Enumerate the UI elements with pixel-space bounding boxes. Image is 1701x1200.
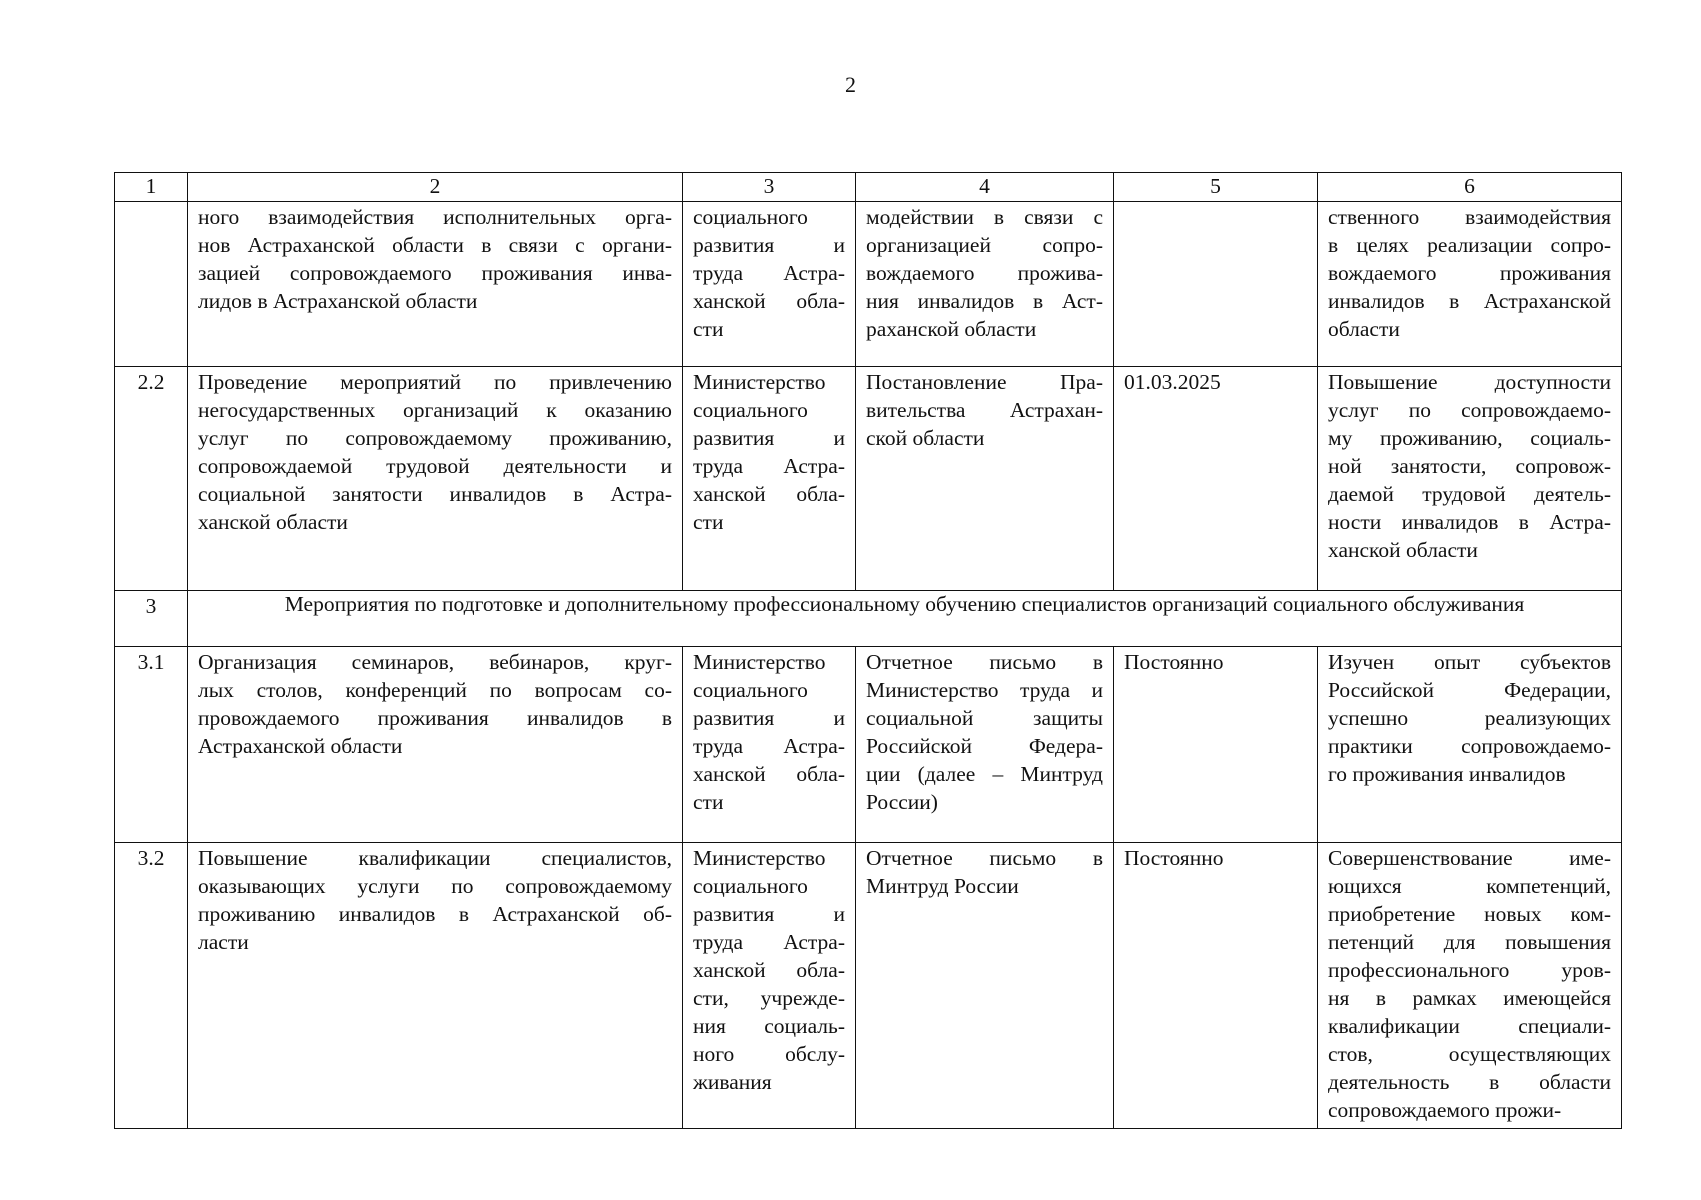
- cell-line: лидов в Астраханской области: [198, 289, 478, 313]
- cell-line: вительства Астрахан-: [866, 398, 1103, 422]
- cell-line: вождаемого проживания: [1328, 261, 1611, 285]
- cell-line: провождаемого проживания инвалидов в: [198, 706, 672, 730]
- cell-line: сти: [693, 510, 724, 534]
- cell-line: раханской области: [866, 317, 1037, 341]
- cell-line: Российской Федерации,: [1328, 678, 1611, 702]
- cell-line: успешно реализующих: [1328, 706, 1611, 730]
- table-header-row: [115, 173, 1622, 202]
- cell-line: ной занятости, сопровож-: [1328, 454, 1611, 478]
- measure-cell: [188, 202, 683, 367]
- cell-line: ного обслу-: [693, 1042, 845, 1066]
- cell-line: социального: [693, 678, 808, 702]
- measure-cell: [188, 843, 683, 1129]
- cell-line: стов, осуществляющих: [1328, 1042, 1611, 1066]
- cell-line: сопровождаемой трудовой деятельности и: [198, 454, 672, 478]
- deadline-cell: [1114, 202, 1318, 367]
- cell-line: Изучен опыт субъектов: [1328, 650, 1611, 674]
- cell-line: профессионального уров-: [1328, 958, 1611, 982]
- cell-line: ности инвалидов в Астра-: [1328, 510, 1611, 534]
- deadline-cell: Постоянно: [1114, 843, 1318, 1129]
- row-number: 3.1: [115, 647, 188, 843]
- cell-line: труда Астра-: [693, 261, 845, 285]
- cell-line: Отчетное письмо в: [866, 846, 1103, 870]
- document-cell: [856, 367, 1114, 591]
- cell-line: Астраханской области: [198, 734, 403, 758]
- cell-line: услуг по сопровождаемо-: [1328, 398, 1611, 422]
- cell-line: ханской обла-: [693, 289, 845, 313]
- cell-line: ханской обла-: [693, 762, 845, 786]
- cell-line: социального: [693, 205, 808, 229]
- cell-line: социальной занятости инвалидов в Астра-: [198, 482, 672, 506]
- cell-line: Министерство труда и: [866, 678, 1103, 702]
- measure-cell: [188, 367, 683, 591]
- column-number-1: 1: [115, 173, 188, 202]
- cell-line: труда Астра-: [693, 734, 845, 758]
- cell-line: Организация семинаров, вебинаров, круг-: [198, 650, 672, 674]
- cell-line: Проведение мероприятий по привлечению: [198, 370, 672, 394]
- cell-line: развития и: [693, 902, 845, 926]
- cell-line: ции (далее – Минтруд: [866, 762, 1103, 786]
- executor-cell: [683, 202, 856, 367]
- table-row: [115, 367, 1622, 591]
- table-row: [115, 843, 1622, 1129]
- cell-line: труда Астра-: [693, 454, 845, 478]
- cell-line: вождаемого прожива-: [866, 261, 1103, 285]
- page-number: 2: [845, 72, 856, 97]
- cell-line: квалификации специали-: [1328, 1014, 1611, 1038]
- cell-line: социального: [693, 398, 808, 422]
- cell-line: в целях реализации сопро-: [1328, 233, 1611, 257]
- cell-line: сти, учрежде-: [693, 986, 845, 1010]
- row-number: [115, 202, 188, 367]
- cell-line: ния инвалидов в Аст-: [866, 289, 1103, 313]
- cell-line: сопровождаемого прожи-: [1328, 1098, 1562, 1122]
- cell-line: социального: [693, 874, 808, 898]
- cell-line: ющихся компетенций,: [1328, 874, 1611, 898]
- cell-line: ственного взаимодействия: [1328, 205, 1611, 229]
- cell-line: практики сопровождаемо-: [1328, 734, 1611, 758]
- cell-line: ханской обла-: [693, 958, 845, 982]
- cell-line: приобретение новых ком-: [1328, 902, 1611, 926]
- cell-line: деятельность в области: [1328, 1070, 1611, 1094]
- executor-cell: [683, 843, 856, 1129]
- cell-line: Российской Федера-: [866, 734, 1103, 758]
- cell-line: ного взаимодействия исполнительных орга-: [198, 205, 672, 229]
- cell-line: му проживанию, социаль-: [1328, 426, 1611, 450]
- deadline-cell: 01.03.2025: [1114, 367, 1318, 591]
- section-title: Мероприятия по подготовке и дополнительному профессиональному обучению специалистов организаций социального обслуживания: [188, 591, 1622, 647]
- column-number-5: 5: [1114, 173, 1318, 202]
- cell-line: России): [866, 790, 938, 814]
- cell-line: Минтруд России: [866, 874, 1019, 898]
- result-cell: [1318, 843, 1622, 1129]
- cell-line: развития и: [693, 706, 845, 730]
- cell-line: живания: [693, 1070, 772, 1094]
- cell-line: го проживания инвалидов: [1328, 762, 1566, 786]
- cell-line: услуг по сопровождаемому проживанию,: [198, 426, 672, 450]
- result-cell: [1318, 202, 1622, 367]
- column-number-4: 4: [856, 173, 1114, 202]
- row-number: 3.2: [115, 843, 188, 1129]
- document-cell: [856, 843, 1114, 1129]
- cell-line: оказывающих услуги по сопровождаемому: [198, 874, 672, 898]
- cell-line: проживанию инвалидов в Астраханской об-: [198, 902, 672, 926]
- table-row: [115, 202, 1622, 367]
- document-cell: [856, 647, 1114, 843]
- result-cell: [1318, 367, 1622, 591]
- cell-line: Отчетное письмо в: [866, 650, 1103, 674]
- cell-line: развития и: [693, 233, 845, 257]
- cell-line: Совершенствование име-: [1328, 846, 1611, 870]
- column-number-2: 2: [188, 173, 683, 202]
- section-number: 3: [115, 591, 188, 647]
- cell-line: социальной защиты: [866, 706, 1103, 730]
- cell-line: Постановление Пра-: [866, 370, 1103, 394]
- cell-line: ской области: [866, 426, 985, 450]
- cell-line: области: [1328, 317, 1400, 341]
- measures-table: [114, 172, 1622, 1129]
- table-row: [115, 647, 1622, 843]
- cell-line: модействии в связи с: [866, 205, 1103, 229]
- cell-line: Министерство: [693, 846, 826, 870]
- cell-line: Повышение квалификации специалистов,: [198, 846, 672, 870]
- cell-line: зацией сопровождаемого проживания инва-: [198, 261, 672, 285]
- column-number-3: 3: [683, 173, 856, 202]
- cell-line: ханской области: [198, 510, 348, 534]
- executor-cell: [683, 367, 856, 591]
- cell-line: развития и: [693, 426, 845, 450]
- cell-line: сти: [693, 790, 724, 814]
- cell-line: нов Астраханской области в связи с органи-: [198, 233, 672, 257]
- column-number-6: 6: [1318, 173, 1622, 202]
- cell-line: ханской области: [1328, 538, 1478, 562]
- executor-cell: [683, 647, 856, 843]
- section-row: [115, 591, 1622, 647]
- cell-line: ласти: [198, 930, 249, 954]
- row-number: 2.2: [115, 367, 188, 591]
- cell-line: ния социаль-: [693, 1014, 845, 1038]
- document-cell: [856, 202, 1114, 367]
- cell-line: Повышение доступности: [1328, 370, 1611, 394]
- deadline-cell: Постоянно: [1114, 647, 1318, 843]
- measure-cell: [188, 647, 683, 843]
- cell-line: негосударственных организаций к оказанию: [198, 398, 672, 422]
- cell-line: организацией сопро-: [866, 233, 1103, 257]
- cell-line: инвалидов в Астраханской: [1328, 289, 1611, 313]
- cell-line: Министерство: [693, 650, 826, 674]
- cell-line: сти: [693, 317, 724, 341]
- cell-line: Министерство: [693, 370, 826, 394]
- cell-line: лых столов, конференций по вопросам со-: [198, 678, 672, 702]
- cell-line: даемой трудовой деятель-: [1328, 482, 1611, 506]
- cell-line: труда Астра-: [693, 930, 845, 954]
- result-cell: [1318, 647, 1622, 843]
- cell-line: ня в рамках имеющейся: [1328, 986, 1611, 1010]
- cell-line: петенций для повышения: [1328, 930, 1611, 954]
- cell-line: ханской обла-: [693, 482, 845, 506]
